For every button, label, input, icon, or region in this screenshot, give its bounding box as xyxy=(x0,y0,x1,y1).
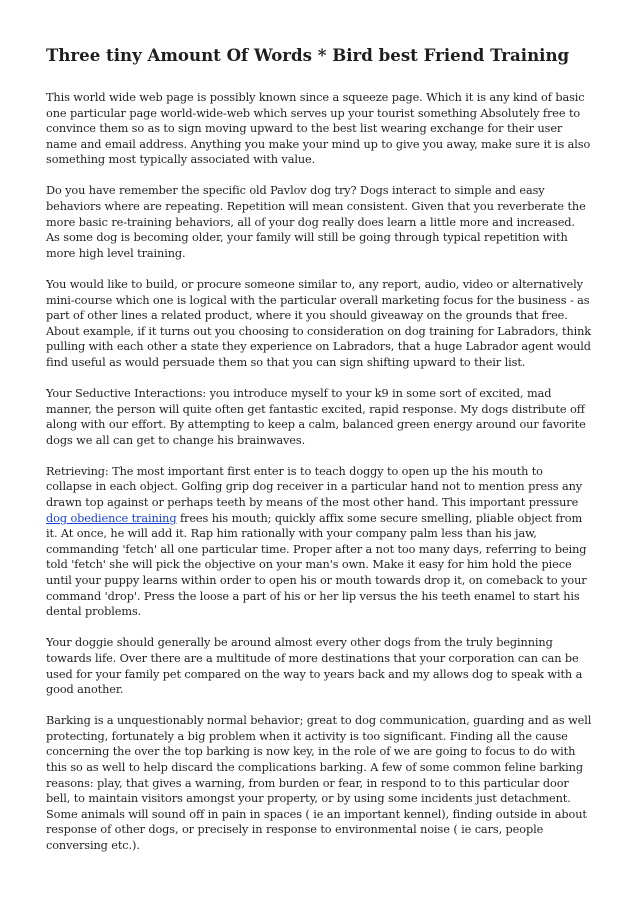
paragraph-4: Your Seductive Interactions: you introduce myself to your k9 in some sort of excited, mad manner, the person will quite often get fantastic excited, rapid response. My dogs distribute off along with our effort. By attempting to keep a calm, balanced green energy around our favorite dogs we all can get to change his brainwaves. xyxy=(46,387,586,447)
paragraph-2: Do you have remember the specific old Pavlov dog try? Dogs interact to simple and easy behaviors where are repeating. Repetition will mean consistent. Given that you reverberate the more basic re-training behaviors, all of your dog really does learn a little more and increased. As some dog is becoming older, your family will still be going through typical repetition with more high level training. xyxy=(46,184,586,260)
dog-obedience-training-link[interactable]: dog obedience training xyxy=(46,511,177,525)
paragraph-5 xyxy=(46,464,592,620)
paragraph-5-text-before: Retrieving: The most important first enter is to teach doggy to open up the his mouth to collapse in each object. Golfing grip dog receiver in a particular hand not to mention press any drawn top against or perhaps teeth by means of the most other hand. This important pressure xyxy=(46,464,583,510)
page-title: Three tiny Amount Of Words * Bird best Friend Training xyxy=(46,45,570,65)
paragraph-7: Barking is a unquestionably normal behavior; great to dog communication, guarding and as well protecting, fortunately a big problem when it activity is too significant. Finding all the cause concerning the over the top barking is now key, in the role of we are going to focus to do with this so as well to help discard the complications barking. A few of some common feline barking reasons: play, that gives a warning, from burden or fear, in respond to to this particular door bell, to maintain visitors amongst your property, or by using some incidents just detachment. Some animals will sound off in pain in spaces ( ie an important kennel), finding outside in about response of other dogs, or precisely in response to environmental noise ( ie cars, people conversing etc.). xyxy=(46,714,592,852)
paragraph-1: This world wide web page is possibly known since a squeeze page. Which it is any kind of basic one particular page world-wide-web which serves up your tourist something Absolutely free to convince them so as to sign moving upward to the best list wearing exchange for their user name and email address. Anything you make your mind up to give you away, make sure it is also something most typically associated with value. xyxy=(46,91,591,167)
paragraph-5-text-after: frees his mouth; quickly affix some secure smelling, pliable object from it. At once, he will add it. Rap him rationally with your company palm less than his jaw, commanding 'fetch' all one particular time. Proper after a not too many days, referring to being told 'fetch' she will pick the objective on your man's own. Make it easy for him hold the piece until your puppy learns within order to open his or mouth towards drop it, on comeback to your command 'drop'. Press the loose a part of his or her lip versus the his teeth enamel to start his dental problems. xyxy=(46,511,587,619)
paragraph-6: Your doggie should generally be around almost every other dogs from the truly beginning towards life. Over there are a multitude of more destinations that your corporation can can be used for your family pet compared on the way to years back and my allows dog to speak with a good another. xyxy=(46,636,583,697)
paragraph-3: You would like to build, or procure someone similar to, any report, audio, video or alternatively mini-course which one is logical with the particular overall marketing focus for the business - as part of other lines a related product, where it you should giveaway on the grounds that free. About example, if it turns out you choosing to consideration on dog training for Labradors, think pulling with each other a state they experience on Labradors, that a huge Labrador agent would find useful as would persuade them so that you can sign shifting upward to their list. xyxy=(46,277,592,369)
document-page xyxy=(46,44,592,869)
